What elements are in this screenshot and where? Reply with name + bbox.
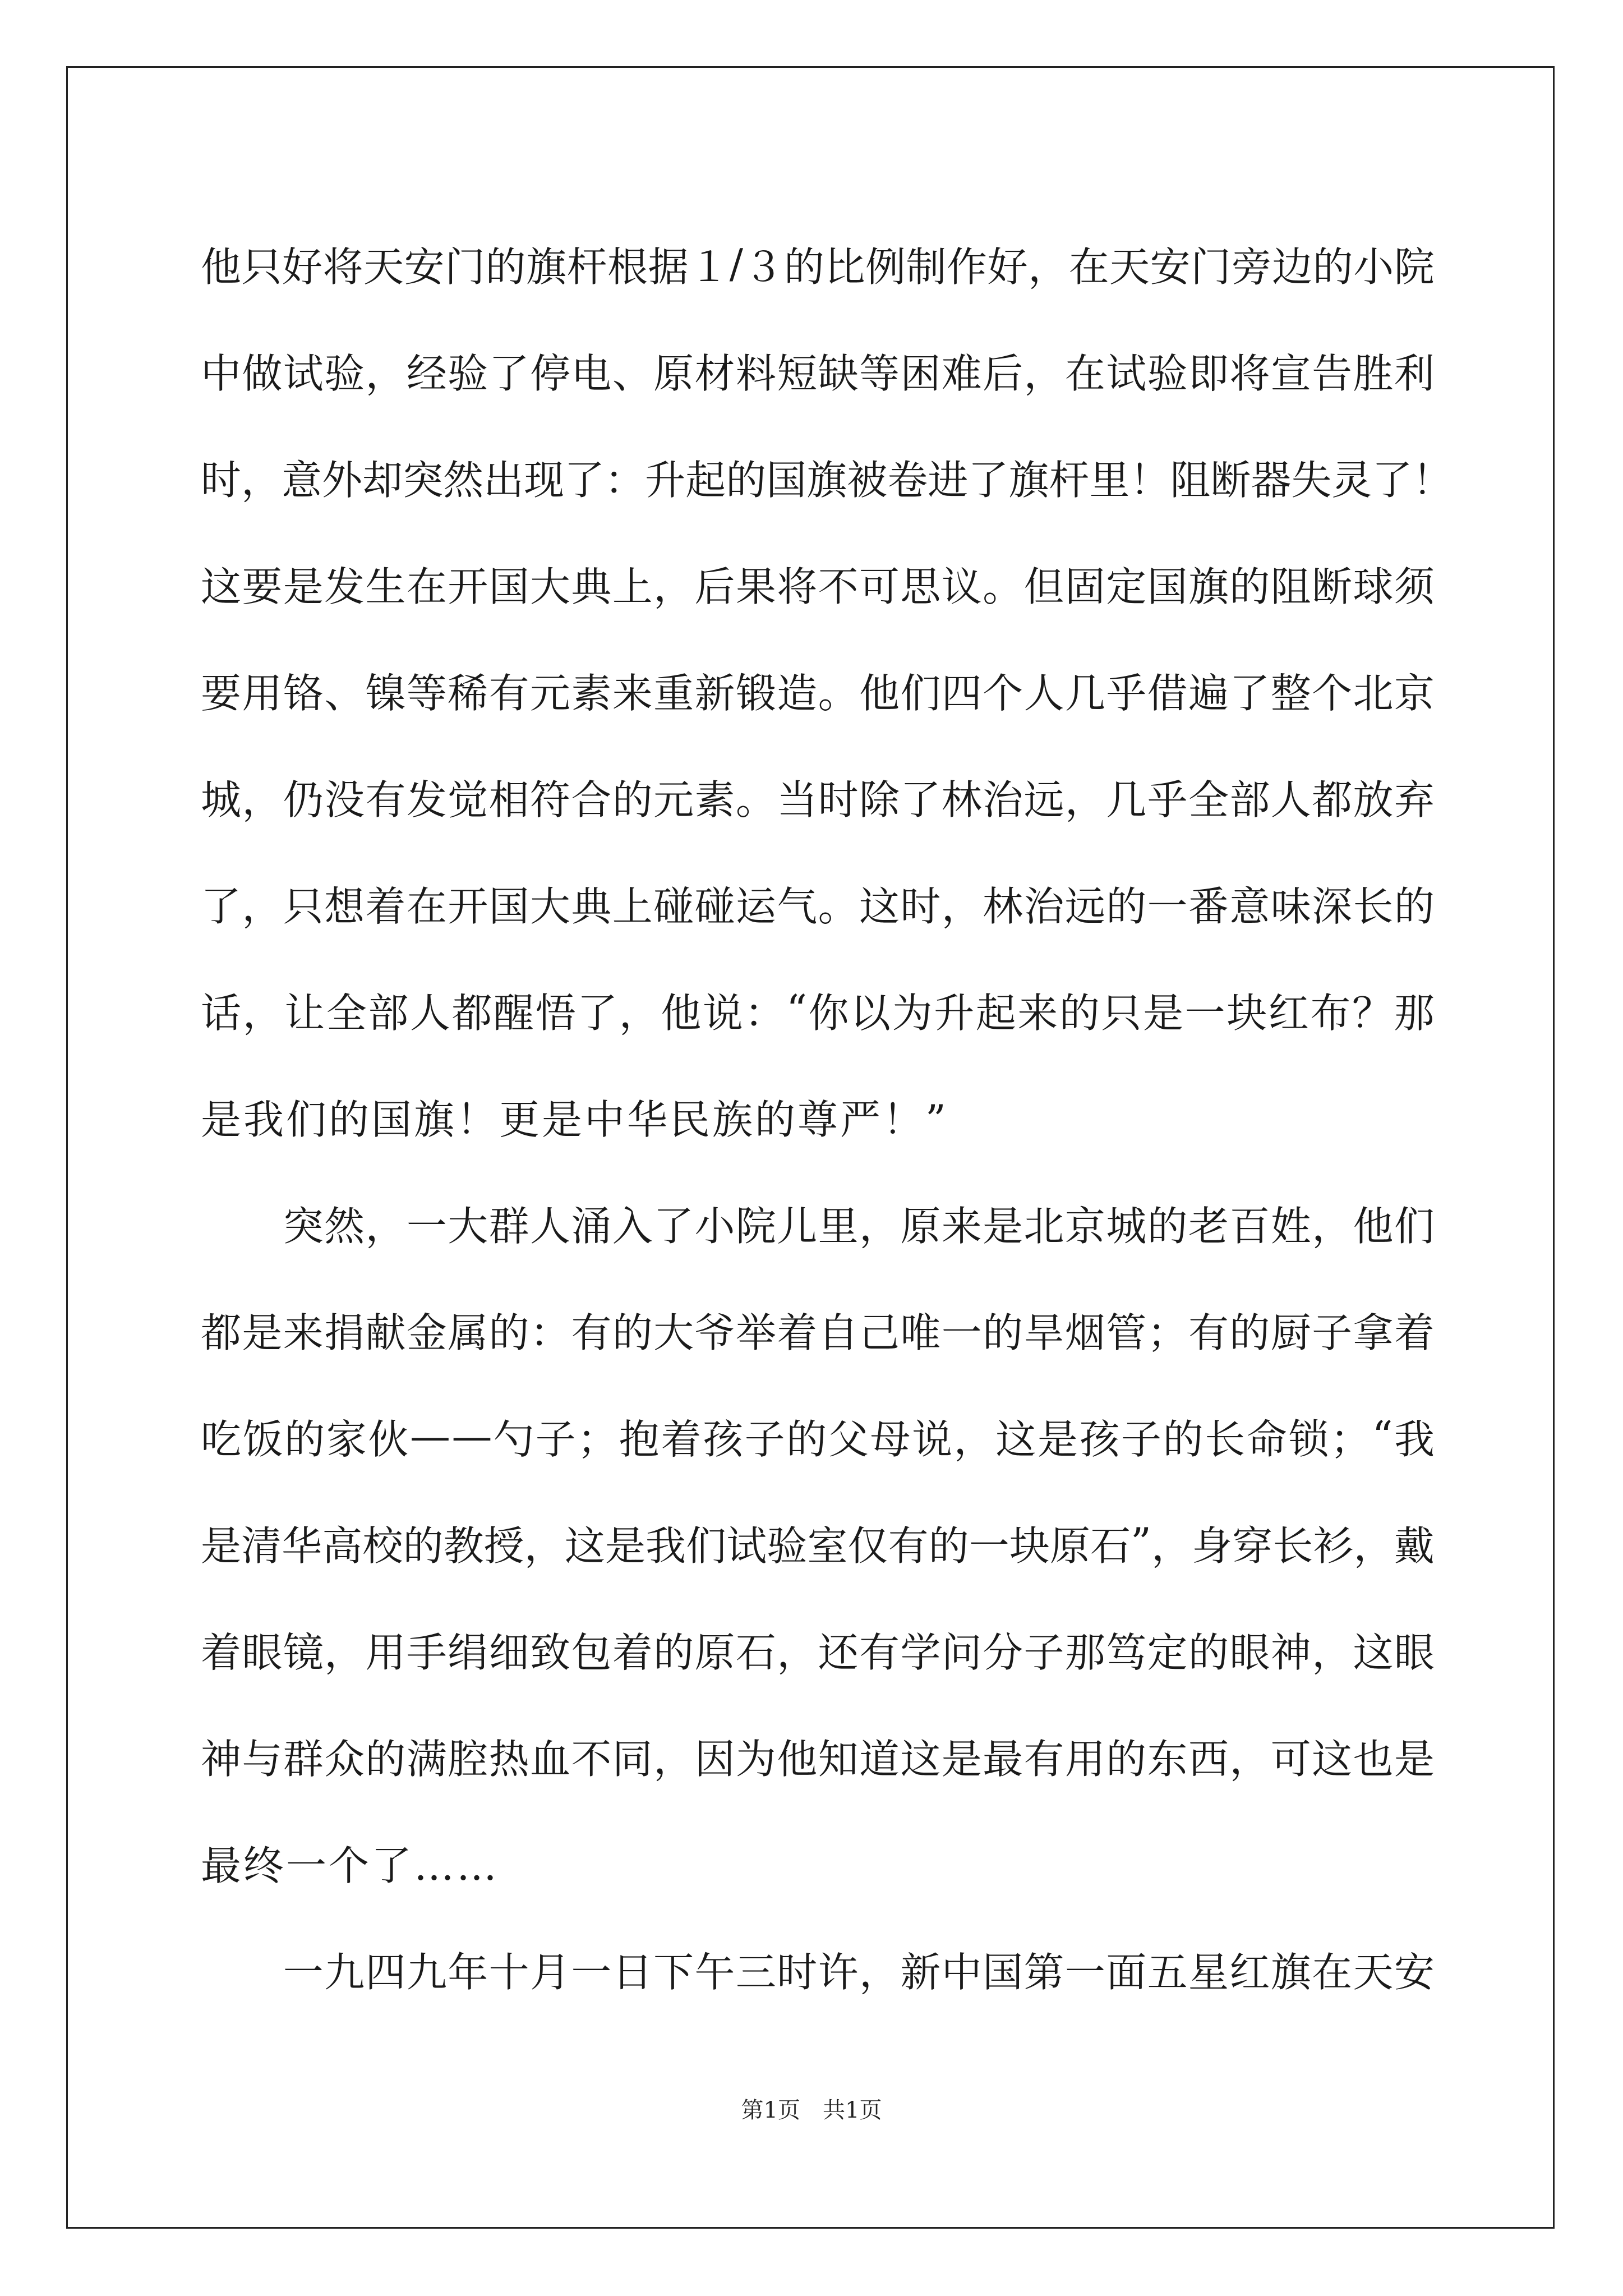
text-line: 要 用 铬 、 镍 等 稀 有 元 素 来 重 新 锻 造 。 他 们 四 个 人 几 乎 借 遍 了 整 个 北 京 xyxy=(201,670,1435,717)
page-footer xyxy=(0,2092,1623,2124)
text-line: 吃 饭 的 家 伙 — — 勺 子 ； 抱 着 孩 子 的 父 母 说 ， 这 是 孩 子 的 长 命 锁 ； “ 我 xyxy=(201,1412,1435,1463)
text-line: 是我们的国旗！更是中华民族的尊严！” xyxy=(201,1096,948,1143)
text-line: 话 ， 让 全 部 人 都 醒 悟 了 ， 他 说 ： “ 你 以 为 升 起 来 的 只 是 一 块 红 布 ？ 那 xyxy=(201,986,1435,1037)
text-line: 突 然 ， 一 大 群 人 涌 入 了 小 院 儿 里 ， 原 来 是 北 京 城 的 老 百 姓 ， 他 们 xyxy=(283,1203,1435,1250)
page-number-label: 第1页 共1页 xyxy=(741,2097,882,2123)
text-line: 城 ， 仍 没 有 发 觉 相 符 合 的 元 素 。 当 时 除 了 林 治 远 ， 几 乎 全 部 人 都 放 弃 xyxy=(201,776,1435,823)
text-line: 他 只 好 将 天 安 门 的 旗 杆 根 据 １ / ３ 的 比 例 制 作 好 ， 在 天 安 门 旁 边 的 小 院 xyxy=(201,240,1435,291)
text-line: 中 做 试 验 ， 经 验 了 停 电 、 原 材 料 短 缺 等 困 难 后 ， 在 试 验 即 将 宣 告 胜 利 xyxy=(201,350,1435,397)
text-line: 着 眼 镜 ， 用 手 绢 细 致 包 着 的 原 石 ， 还 有 学 问 分 子 那 笃 定 的 眼 神 ， 这 眼 xyxy=(201,1629,1435,1676)
document-body xyxy=(201,210,1453,2022)
text-line: 神 与 群 众 的 满 腔 热 血 不 同 ， 因 为 他 知 道 这 是 最 有 用 的 东 西 ， 可 这 也 是 xyxy=(201,1736,1435,1783)
text-line: 这 要 是 发 生 在 开 国 大 典 上 ， 后 果 将 不 可 思 议 。 但 固 定 国 旗 的 阻 断 球 须 xyxy=(201,563,1435,610)
text-line: 了 ， 只 想 着 在 开 国 大 典 上 碰 碰 运 气 。 这 时 ， 林 治 远 的 一 番 意 味 深 长 的 xyxy=(201,883,1435,930)
text-line: 时 ， 意 外 却 突 然 出 现 了 ： 升 起 的 国 旗 被 卷 进 了 旗 杆 里 ！ 阻 断 器 失 灵 了 ！ xyxy=(201,457,1453,504)
text-line: 是 清 华 高 校 的 教 授 ， 这 是 我 们 试 验 室 仅 有 的 一 块 原 石 ” ， 身 穿 长 衫 ， 戴 xyxy=(201,1519,1435,1570)
text-line: 一 九 四 九 年 十 月 一 日 下 午 三 时 许 ， 新 中 国 第 一 面 五 星 红 旗 在 天 安 xyxy=(283,1949,1435,1996)
text-line: 最终一个了…… xyxy=(201,1842,500,1889)
text-line: 都 是 来 捐 献 金 属 的 ： 有 的 大 爷 举 着 自 己 唯 一 的 旱 烟 管 ； 有 的 厨 子 拿 着 xyxy=(201,1309,1435,1356)
